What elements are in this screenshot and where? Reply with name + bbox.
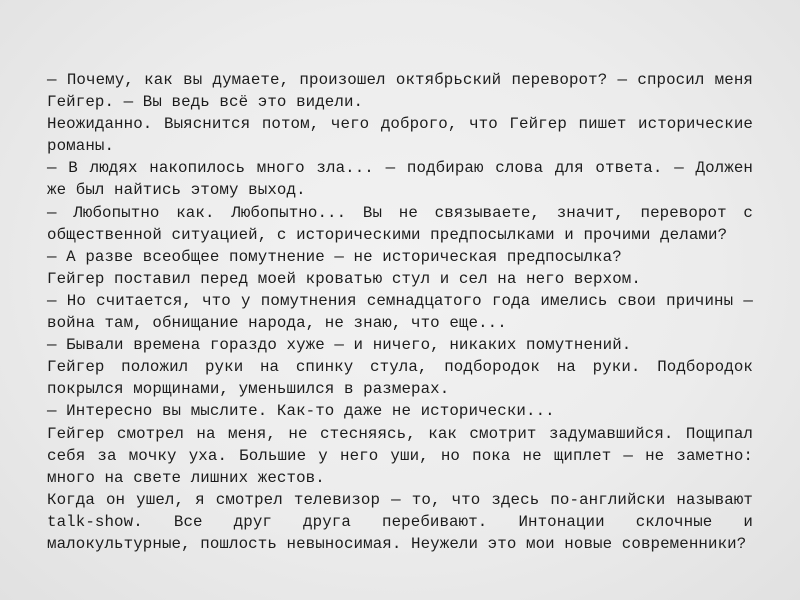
paragraph: — А разве всеобщее помутнение — не историческая предпосылка?	[47, 247, 622, 266]
paragraph: Неожиданно. Выяснится потом, чего доброго, что Гейгер пишет исторические романы.	[47, 115, 753, 156]
paragraph: Гейгер положил руки на спинку стула, подбородок на руки. Подбородок покрылся морщинами, уменьшился в размерах.	[47, 358, 753, 399]
paragraph: — Но считается, что у помутнения семнадцатого года имелись свои причины — война там, обнищание народа, не знаю, что еще...	[47, 291, 753, 333]
text-body	[47, 69, 753, 555]
paragraph: — В людях накопилось много зла... — подбираю слова для ответа. — Должен же был найтись этому выход.	[47, 159, 753, 200]
paragraph: — Почему, как вы думаете, произошел октябрьский переворот? — спросил меня Гейгер. — Вы ведь всё это видели.	[47, 71, 753, 112]
paragraph: — Любопытно как. Любопытно... Вы не связываете, значит, переворот с общественной ситуацией, с историческими предпосылками и прочими делами?	[47, 203, 753, 244]
paragraph: — Бывали времена гораздо хуже — и ничего, никаких помутнений.	[47, 336, 632, 355]
paragraph: — Интересно вы мыслите. Как-то даже не исторически...	[47, 402, 555, 421]
paragraph: Гейгер поставил перед моей кроватью стул и сел на него верхом.	[47, 269, 641, 288]
paragraph: Когда он ушел, я смотрел телевизор — то, что здесь по-английски называют talk-show. Все друг друга перебивают. Интонации склочные и малокультурные, пошлость невыносимая. Неужели это мои новые современники?	[47, 490, 753, 553]
paragraph: Гейгер смотрел на меня, не стесняясь, как смотрит задумавшийся. Пощипал себя за мочку уха. Большие у него уши, но пока не щиплет — не заметно: много на свете лишних жестов.	[47, 424, 753, 487]
